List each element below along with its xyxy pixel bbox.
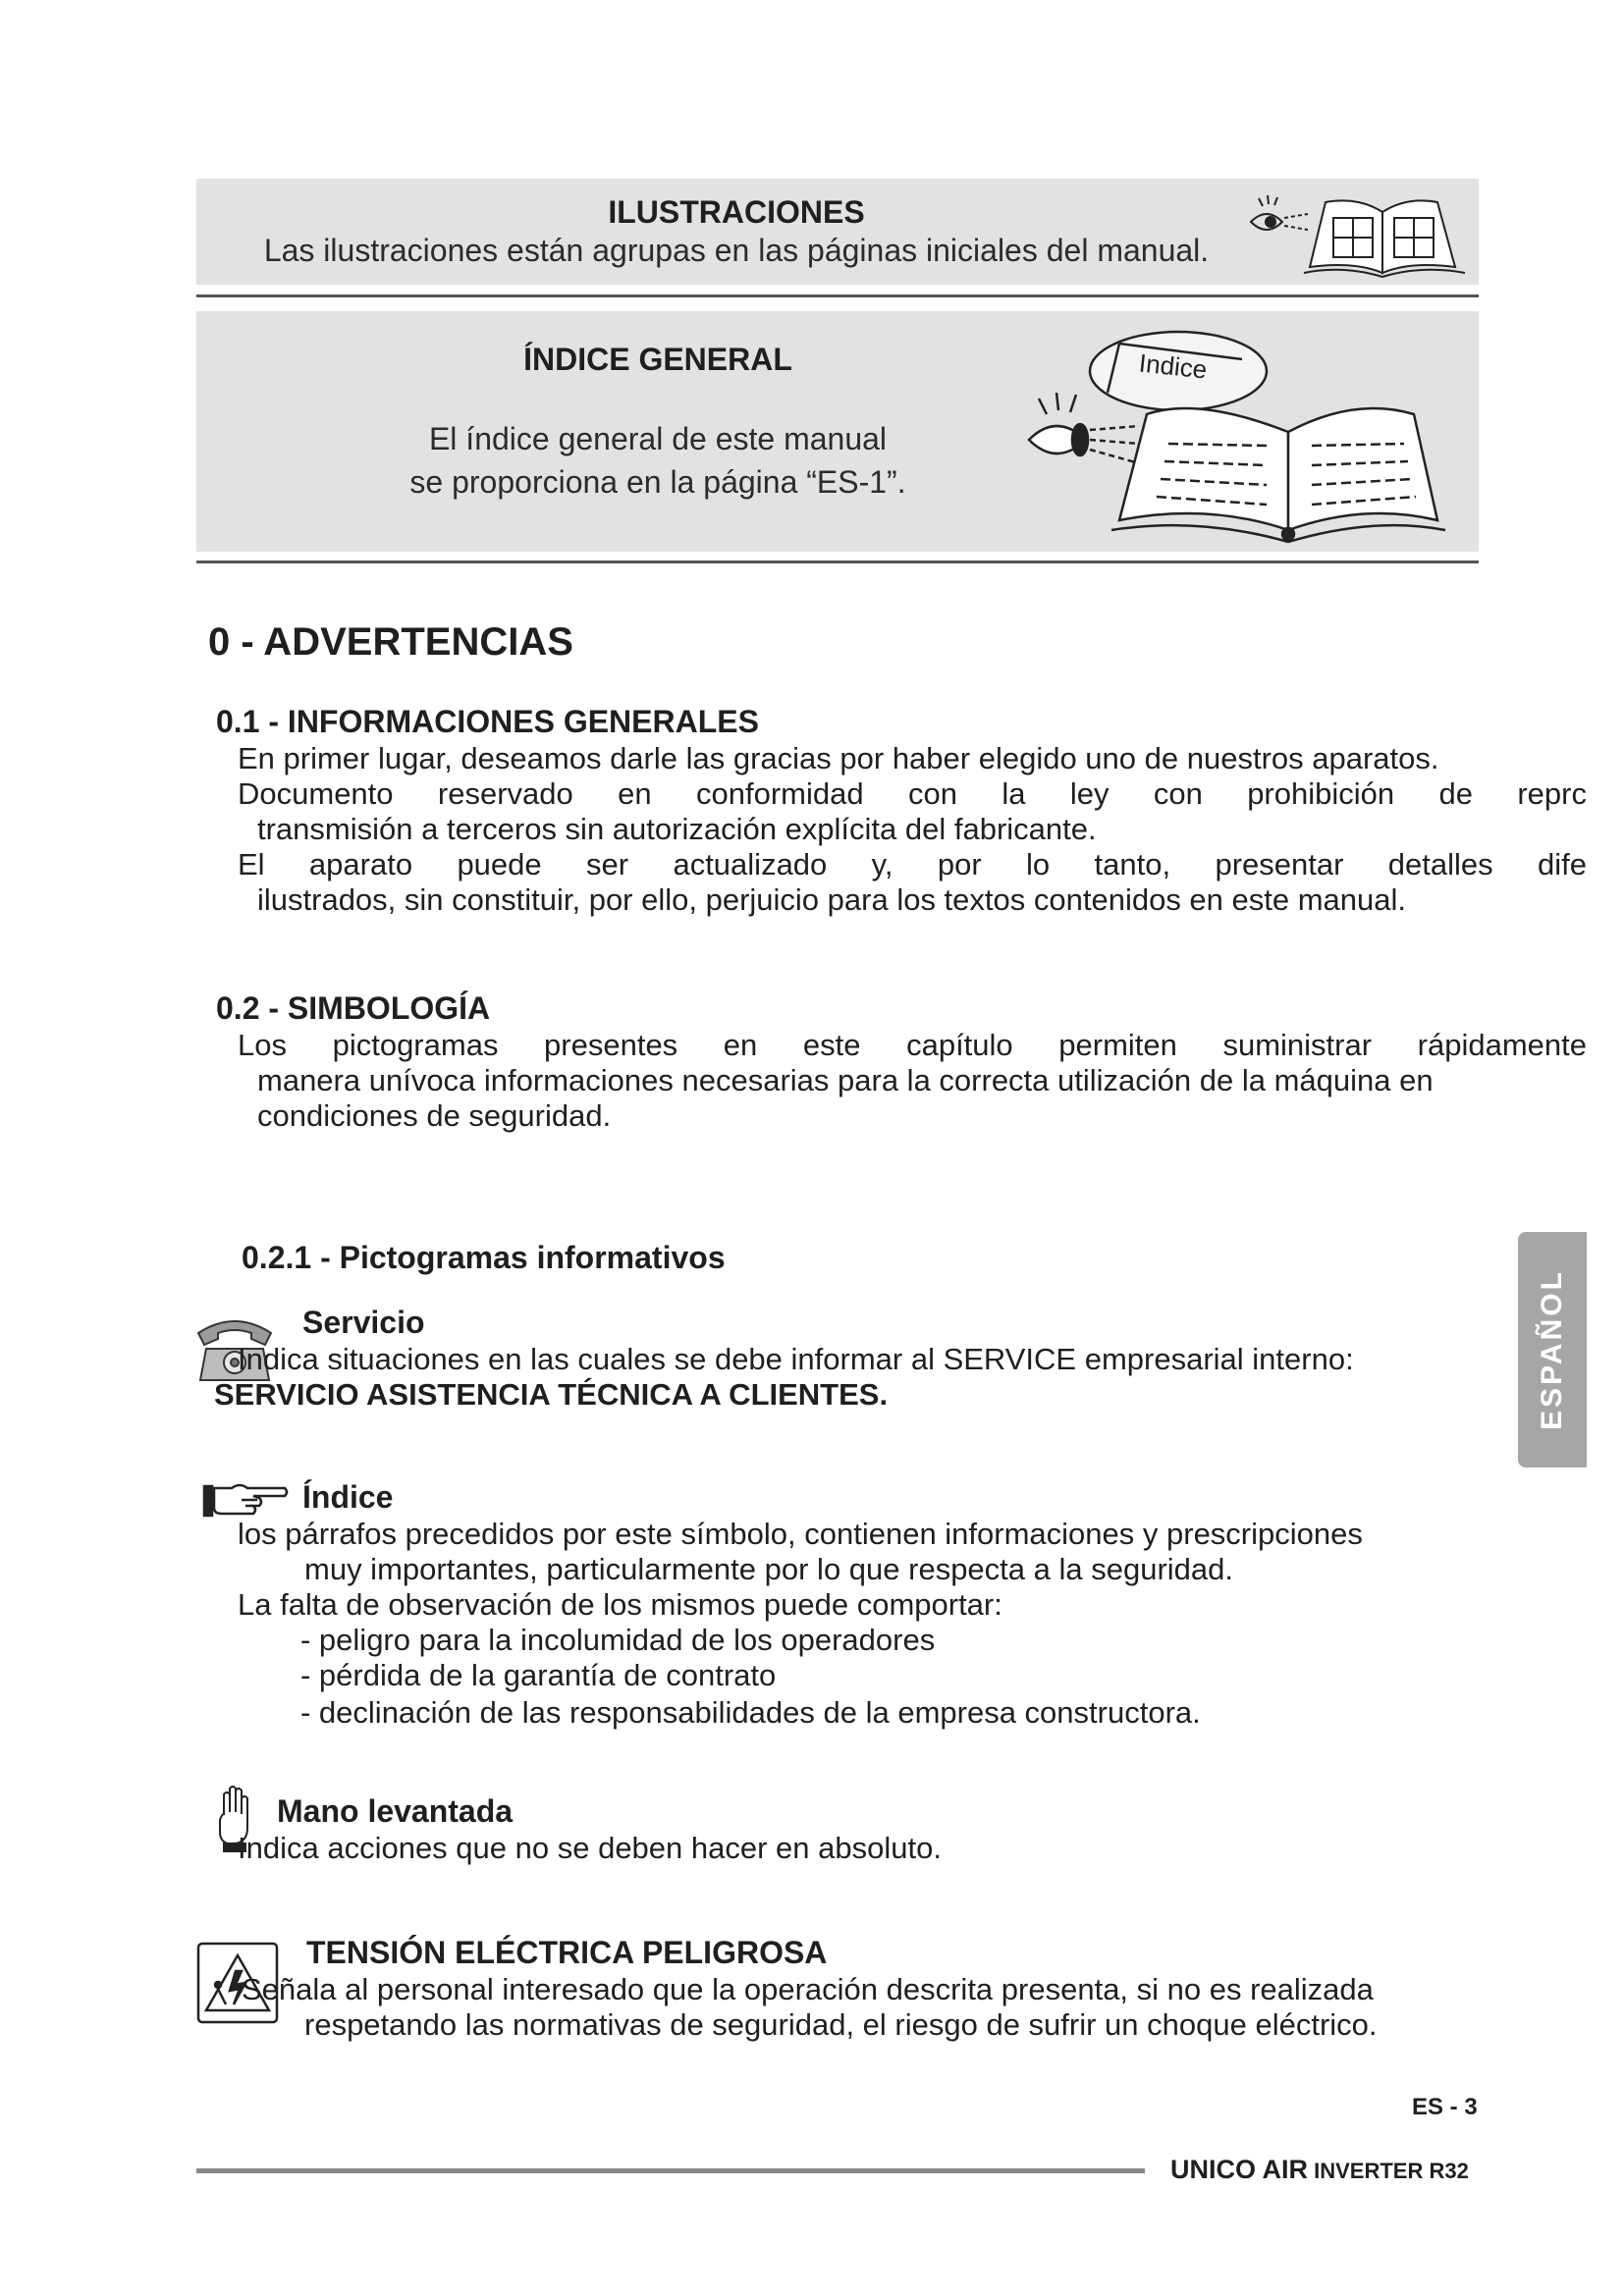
footer-product-rest: INVERTER R32 xyxy=(1308,2159,1469,2183)
tension-line2: respetando las normativas de seguridad, el riesgo de sufrir un choque eléctrico. xyxy=(304,2007,1378,2042)
s02-paragraph-line2: manera unívoca informaciones necesarias para la correcta utilización de la máquina en xyxy=(257,1063,1434,1097)
language-side-tab xyxy=(1518,1232,1587,1468)
s01-paragraph-3-line1: El aparato puede ser actualizado y, por lo tanto, presentar detalles dife xyxy=(238,847,1587,881)
indice-general-line2: se proporciona en la página “ES-1”. xyxy=(409,464,906,500)
s02-paragraph-line3: condiciones de seguridad. xyxy=(257,1098,612,1133)
indice-general-title: ÍNDICE GENERAL xyxy=(523,342,792,377)
footer-rule xyxy=(196,2168,1145,2173)
indice-bullet: - declinación de las responsabilidades de la empresa constructora. xyxy=(300,1695,1201,1730)
section-heading-advertencias: 0 - ADVERTENCIAS xyxy=(208,620,573,664)
indice-line3: La falta de observación de los mismos puede comportar: xyxy=(238,1587,1002,1622)
indice-title: Índice xyxy=(302,1479,394,1515)
indice-bullet: - pérdida de la garantía de contrato xyxy=(300,1658,777,1692)
s01-paragraph-1: En primer lugar, deseamos darle las gracias por haber elegido uno de nuestros aparatos. xyxy=(238,741,1439,775)
s02-paragraph-line1: Los pictogramas presentes en este capítulo permiten suministrar rápidamente xyxy=(238,1028,1587,1062)
ilustraciones-title: ILUSTRACIONES xyxy=(608,194,865,230)
section-heading-0-1: 0.1 - INFORMACIONES GENERALES xyxy=(216,704,759,739)
ilustraciones-text: Las ilustraciones están agrupas en las páginas iniciales del manual. xyxy=(263,233,1210,268)
section-heading-0-2: 0.2 - SIMBOLOGÍA xyxy=(216,990,491,1026)
servicio-title: Servicio xyxy=(302,1305,425,1340)
indice-line2: muy importantes, particularmente por lo que respecta a la seguridad. xyxy=(304,1552,1233,1586)
indice-bubble-label: Indice xyxy=(1137,347,1209,385)
language-side-tab-label: ESPAÑOL xyxy=(1536,1269,1568,1430)
mano-title: Mano levantada xyxy=(277,1793,514,1829)
divider-2 xyxy=(196,561,1479,563)
indice-general-line1: El índice general de este manual xyxy=(428,421,888,456)
pointing-hand-icon xyxy=(202,1480,289,1520)
footer-product-bold: UNICO AIR xyxy=(1170,2155,1308,2184)
s01-paragraph-2-line2: transmisión a terceros sin autorización explícita del fabricante. xyxy=(257,812,1097,846)
indice-line1: los párrafos precedidos por este símbolo, contienen informaciones y prescripciones xyxy=(238,1517,1363,1551)
open-book-eye-icon xyxy=(1021,324,1453,545)
tension-title: TENSIÓN ELÉCTRICA PELIGROSA xyxy=(306,1935,828,1970)
s01-paragraph-2-line1: Documento reservado en conformidad con la ley con prohibición de reprc xyxy=(238,776,1587,811)
tension-line1: Señala al personal interesado que la operación descrita presenta, si no es realizada xyxy=(242,1972,1374,2006)
s01-paragraph-3-line2: ilustrados, sin constituir, por ello, perjuicio para los textos contenidos en este manual. xyxy=(257,882,1407,917)
footer-product-name xyxy=(1170,2154,1469,2190)
indice-bullet: - peligro para la incolumidad de los operadores xyxy=(300,1623,936,1657)
mano-line1: Indica acciones que no se deben hacer en absoluto. xyxy=(238,1831,942,1865)
divider-1 xyxy=(196,294,1479,297)
servicio-line2: SERVICIO ASISTENCIA TÉCNICA A CLIENTES. xyxy=(214,1377,889,1412)
page-number: ES - 3 xyxy=(1412,2094,1478,2120)
servicio-line1: Indica situaciones en las cuales se debe informar al SERVICE empresarial interno: xyxy=(238,1342,1354,1376)
open-book-eye-icon xyxy=(1245,188,1471,279)
section-heading-0-2-1: 0.2.1 - Pictogramas informativos xyxy=(242,1240,726,1275)
